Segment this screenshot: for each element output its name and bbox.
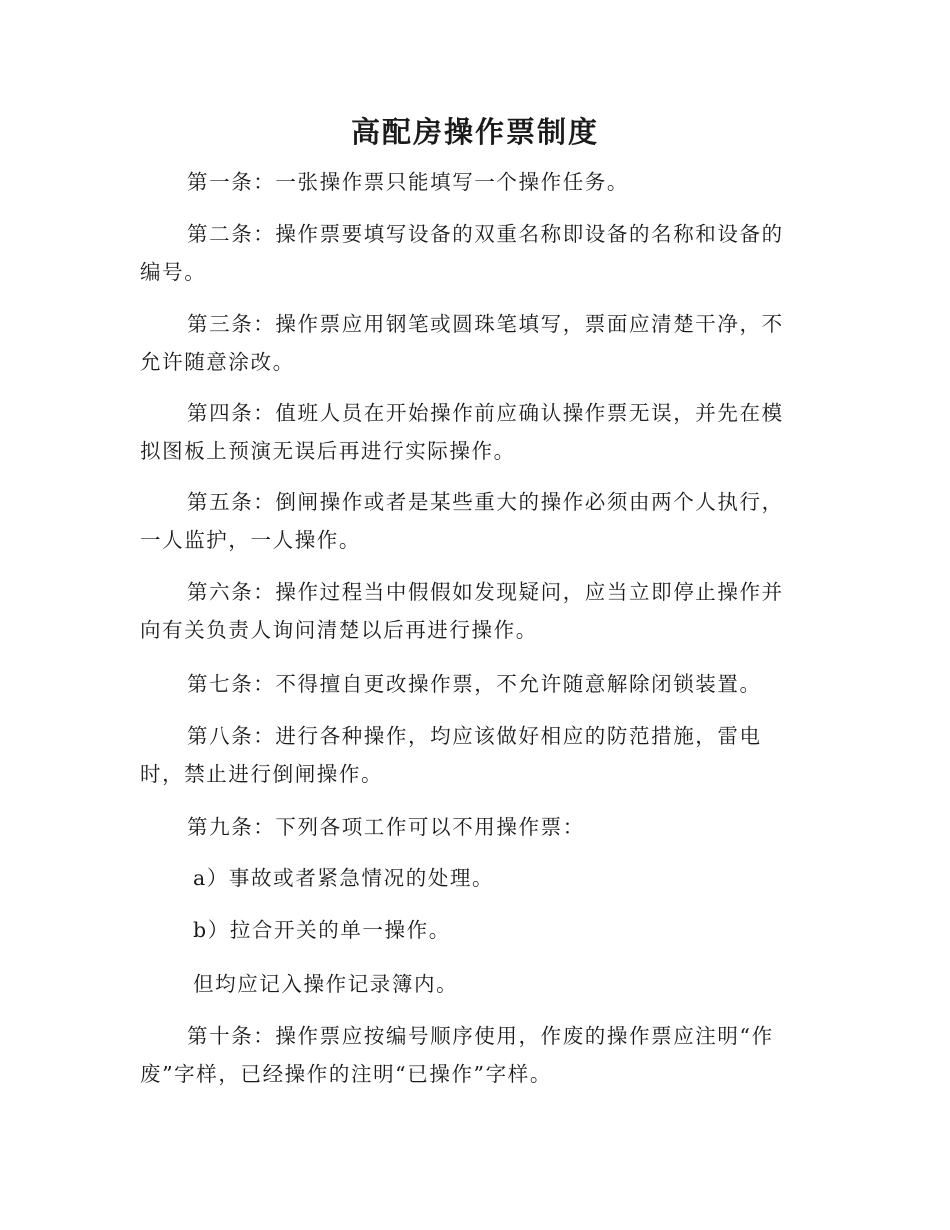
article-5: 第五条：倒闸操作或者是某些重大的操作必须由两个人执行，一人监护，一人操作。 [140,490,784,552]
exception-item-a: a）事故或者紧急情况的处理。 [193,866,495,890]
article-6: 第六条：操作过程当中假假如发现疑问，应当立即停止操作并向有关负责人询问清楚以后再进行操作。 [140,580,784,642]
exception-item-b: b）拉合开关的单一操作。 [193,918,451,942]
article-8: 第八条：进行各种操作，均应该做好相应的防范措施，雷电时，禁止进行倒闸操作。 [140,724,762,786]
document-title: 高配房操作票制度 [350,115,599,149]
article-9: 第九条：下列各项工作可以不用操作票： [187,815,585,839]
article-10: 第十条：操作票应按编号顺序使用，作废的操作票应注明“作废”字样，已经操作的注明“已操作”字样。 [140,1024,774,1086]
article-4: 第四条：值班人员在开始操作前应确认操作票无误，并先在模拟图板上预演无误后再进行实际操作。 [140,401,784,463]
article-1: 第一条：一张操作票只能填写一个操作任务。 [187,170,629,194]
article-3: 第三条：操作票应用钢笔或圆珠笔填写，票面应清楚干净，不允许随意涂改。 [140,312,784,374]
exception-note: 但均应记入操作记录簿内。 [193,972,459,996]
article-7: 第七条：不得擅自更改操作票，不允许随意解除闭锁装置。 [187,672,762,696]
article-2: 第二条：操作票要填写设备的双重名称即设备的名称和设备的编号。 [140,222,784,284]
